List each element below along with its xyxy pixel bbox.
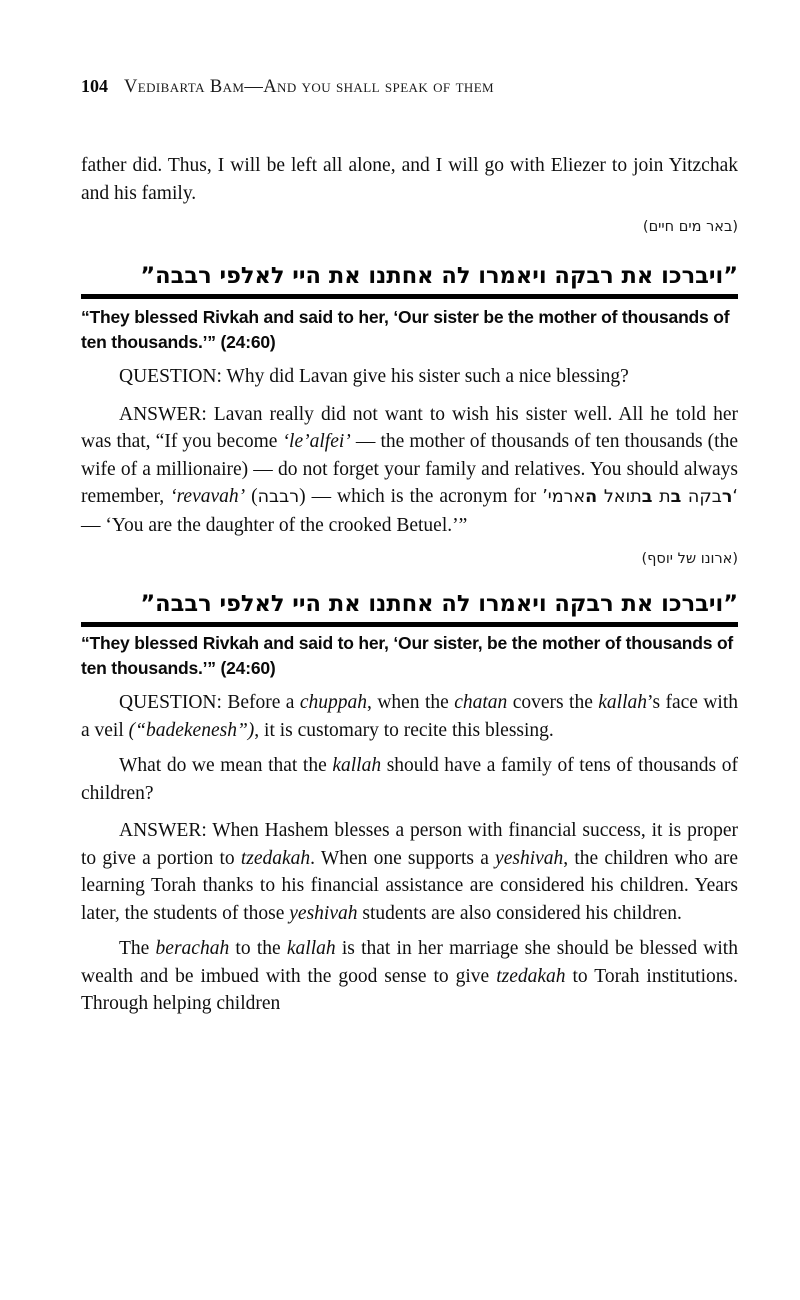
running-head [81,76,738,98]
source-citation: (באר מים חיים) [642,219,738,235]
answer-paragraph: ANSWER: When Hashem blesses a person with financial success, it is proper to give a portion to tzedakah. When one supports a yeshivah, the children who are learning Torah thanks to his financial assistance are considered his children. Years later, the students of those yeshivah students are also considered his children. [81,820,738,924]
closing-paragraph: The berachah to the kallah is that in her marriage she should be blessed with wealth and be imbued with the good sense to give tzedakah to Torah institutions. Through helping children [81,938,738,1014]
english-translation-heading: “They blessed Rivkah and said to her, ‘Our sister be the mother of thousands of ten thousands.’” (24:60) [81,307,730,352]
hebrew-verse-heading: ”ויברכו את רבקה ויאמרו לה אחתנו את היי לאלפי רבבה” [140,591,738,617]
commentary-section-1 [81,261,738,567]
page-number: 104 [81,76,108,96]
hebrew-verse-heading: ”ויברכו את רבקה ויאמרו לה אחתנו את היי לאלפי רבבה” [140,263,738,289]
heading-divider-rule [81,622,738,627]
followup-question-paragraph: What do we mean that the kallah should have a family of tens of thousands of children? [81,755,738,804]
answer-paragraph: ANSWER: Lavan really did not want to wish his sister well. All he told her was that, “If you become ‘le’alfei’ — the mother of thousands of ten thousands (the wife of a millionaire) — do not forget your family and relatives. You should always remember, ‘revavah’ (רבבה) — which is the acronym for ‘רבקה בת בתואל הארמי’ — ‘You are the daughter of the crooked Betuel.’” [81,403,738,536]
english-translation-heading: “They blessed Rivkah and said to her, ‘Our sister, be the mother of thousands of ten thousands.’” (24:60) [81,633,734,678]
question-paragraph: QUESTION: Before a chuppah, when the chatan covers the kallah’s face with a veil (“badekenesh”), it is customary to recite this blessing. [81,692,738,741]
running-title: Vedibarta Bam—And you shall speak of them [124,77,495,97]
question-paragraph: QUESTION: Why did Lavan give his sister such a nice blessing? [119,366,629,387]
commentary-section-2 [81,589,738,1018]
heading-divider-rule [81,294,738,299]
continuation-paragraph: father did. Thus, I will be left all alone, and I will go with Eliezer to join Yitzchak and his family. [81,155,738,204]
source-citation: (ארונו של יוסף) [641,551,738,567]
